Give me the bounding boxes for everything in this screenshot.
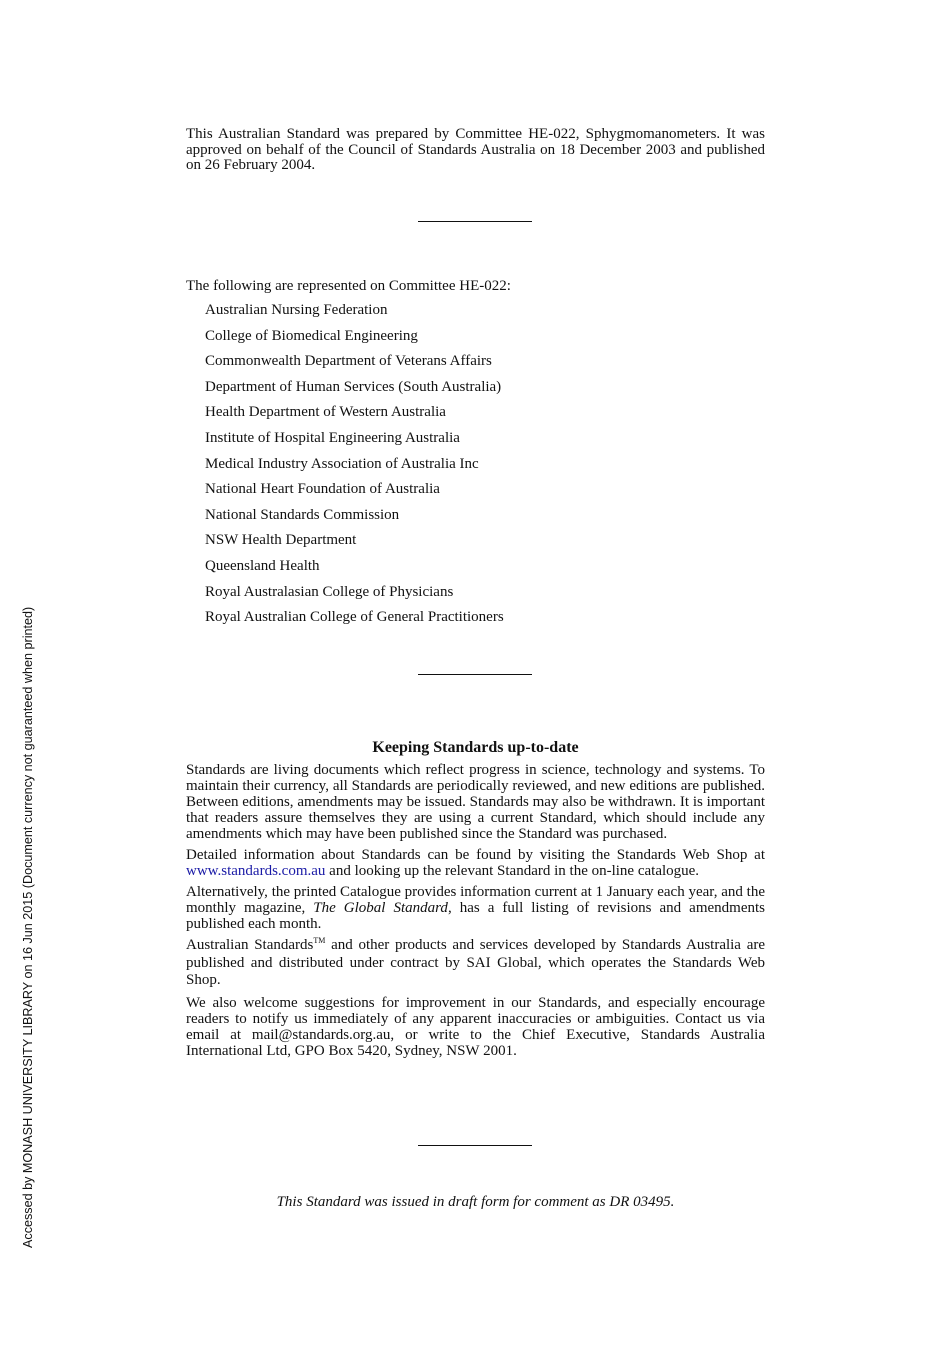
keeping-standards-body [186,762,765,1064]
section-divider-1 [418,221,532,222]
paragraph-catalogue [186,884,765,932]
committee-member: NSW Health Department [205,532,357,549]
magazine-title: The Global Standard [313,900,448,916]
committee-member: Institute of Hospital Engineering Australia [205,429,460,446]
section-divider-3 [418,1145,532,1146]
approval-statement: This Australian Standard was prepared by Committee HE-022, Sphygmomanometers. It was approved on behalf of the Council of Standards Australia on 18 December 2003 and published on 26 February 2004. [186,126,765,173]
section-divider-2 [418,674,532,675]
committee-member: Health Department of Western Australia [205,404,446,421]
paragraph-text: and other products and services developed by Standards Australia are published and distributed under contract by SAI Global, which operates the Standards Web Shop. [186,937,766,988]
committee-member: Commonwealth Department of Veterans Affairs [205,353,492,370]
paragraph-suggestions: We also welcome suggestions for improvement in our Standards, and especially encourage readers to notify us immediately of any apparent inaccuracies or ambiguities. Contact us via email at mail@standards.org.au, or write to the Chief Executive, Standards Australia International Ltd, GPO Box 5420, Sydney, NSW 2001. [186,994,765,1059]
paragraph-text: Detailed information about Standards can be found by visiting the Standards Web Shop at [186,847,765,863]
trademark-mark: TM [313,936,326,945]
committee-member: Department of Human Services (South Australia) [205,378,502,395]
paragraph-living-documents: Standards are living documents which reflect progress in science, technology and systems. To maintain their currency, all Standards are periodically reviewed, and new editions are published. Between editions, amendments may be issued. Standards may also be withdrawn. It is important that readers assure themselves they are using a current Standard, which should include any amendments which may have been published since the Standard was purchased. [186,762,765,842]
paragraph-text: , has a full listing of revisions and amendments published each month. [186,900,765,932]
committee-member: National Heart Foundation of Australia [205,481,440,498]
keeping-standards-heading: Keeping Standards up-to-date [372,739,579,756]
committee-member: College of Biomedical Engineering [205,327,418,344]
committee-member: Royal Australian College of General Practitioners [205,609,504,626]
standards-website-link[interactable]: www.standards.com.au [186,863,326,879]
committee-member: Australian Nursing Federation [205,302,388,318]
committee-member: Medical Industry Association of Australia Inc [205,455,479,472]
paragraph-text: Alternatively, the printed Catalogue provides information current at 1 January each year, and the monthly magazine, [186,884,765,916]
access-watermark: Accessed by MONASH UNIVERSITY LIBRARY on 16 Jun 2015 (Document currency not guaranteed when printed) [21,606,35,1248]
paragraph-web-shop [186,847,765,879]
committee-member: Royal Australasian College of Physicians [205,583,454,600]
committee-member: National Standards Commission [205,506,400,523]
paragraph-sai-global [186,937,765,990]
paragraph-text: and looking up the relevant Standard in the on-line catalogue. [325,863,700,879]
committee-heading: The following are represented on Committee HE-022: [186,278,511,294]
committee-member: Queensland Health [205,557,320,574]
paragraph-text: Australian Standards [186,937,314,953]
draft-note: This Standard was issued in draft form for comment as DR 03495. [276,1194,675,1210]
committee-member-list [205,302,504,635]
